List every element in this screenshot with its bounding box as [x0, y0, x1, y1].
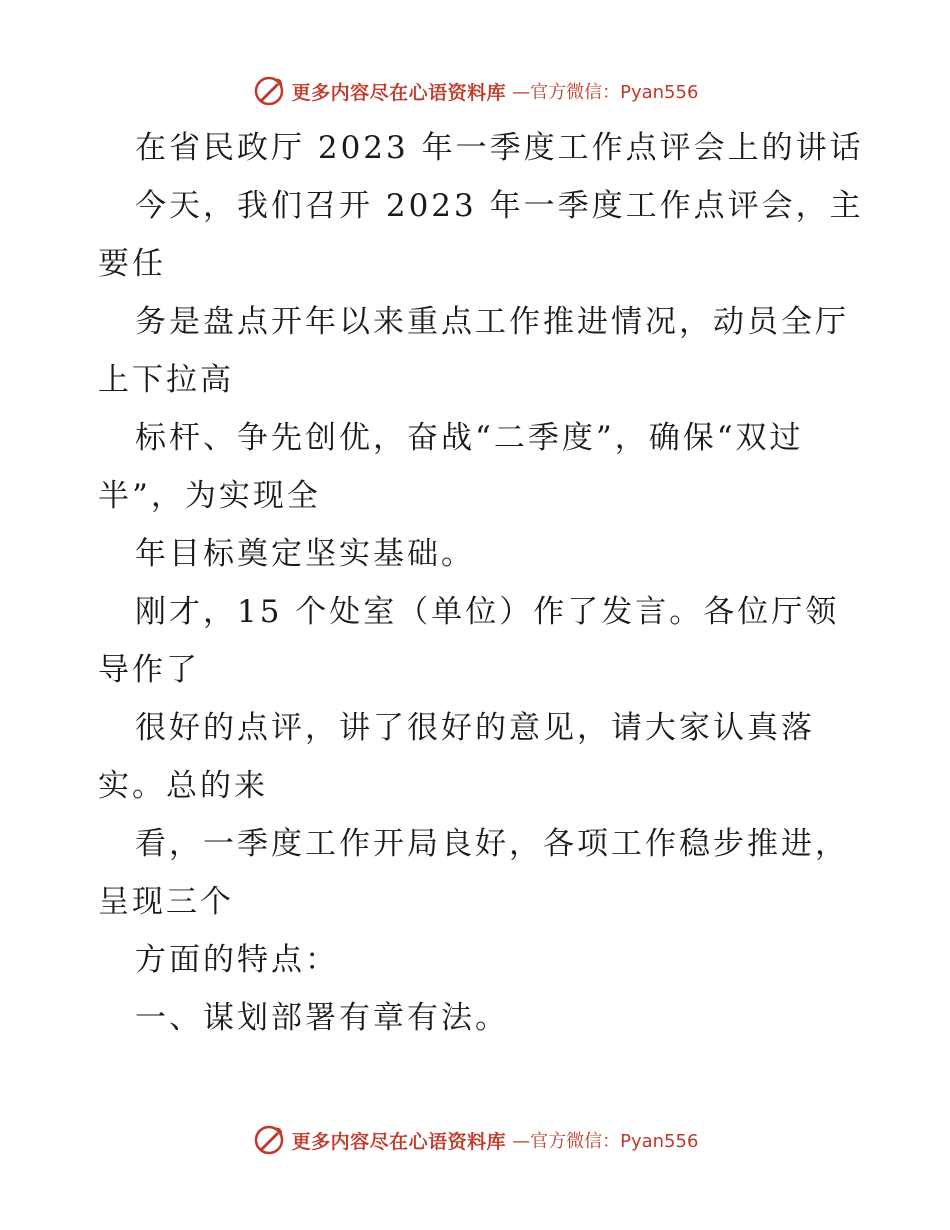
banner-brand-text: 更多内容尽在心语资料库 — [291, 1130, 507, 1153]
paragraph-line: 实。总的来 — [98, 768, 268, 804]
paragraph-line: 要任 — [98, 246, 166, 282]
document-title: 在省民政厅 2023 年一季度工作点评会上的讲话 — [135, 130, 864, 166]
paragraph-line: 标杆、争先创优，奋战“二季度”，确保“双过 — [135, 420, 804, 456]
paragraph-line: 呈现三个 — [98, 884, 234, 920]
paragraph-line: 上下拉高 — [98, 362, 234, 398]
paragraph-line: 刚才，15 个处室（单位）作了发言。各位厅领 — [135, 594, 840, 630]
banner-brand-text: 更多内容尽在心语资料库 — [291, 81, 507, 104]
paragraph-line: 导作了 — [98, 652, 200, 688]
paragraph-line: 很好的点评，讲了很好的意见，请大家认真落 — [135, 710, 815, 746]
paragraph-line: 方面的特点： — [135, 942, 339, 978]
footer-banner — [0, 1120, 950, 1160]
quill-logo-icon — [252, 74, 286, 108]
paragraph-line: 看，一季度工作开局良好，各项工作稳步推进， — [135, 826, 849, 862]
paragraph-line: 今天，我们召开 2023 年一季度工作点评会，主 — [135, 188, 864, 224]
banner-wechat-text: —官方微信：Pyan556 — [512, 82, 699, 103]
section-heading: 一、谋划部署有章有法。 — [135, 1000, 509, 1036]
banner-wechat-text: —官方微信：Pyan556 — [512, 1131, 699, 1152]
header-banner — [0, 71, 950, 111]
quill-logo-icon — [252, 1123, 286, 1157]
paragraph-line: 半”，为实现全 — [98, 478, 321, 514]
paragraph-line: 务是盘点开年以来重点工作推进情况，动员全厅 — [135, 304, 849, 340]
paragraph-line: 年目标奠定坚实基础。 — [135, 536, 475, 572]
